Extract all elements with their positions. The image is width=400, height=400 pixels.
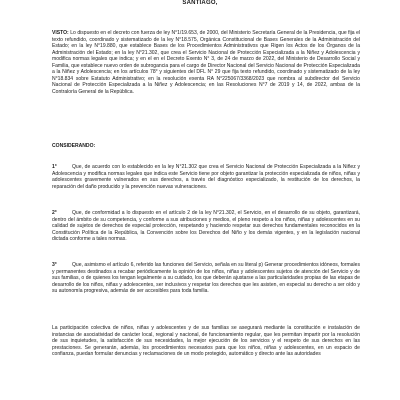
considerando-item-3 <box>52 262 360 295</box>
visto-text: Lo dispuesto en el decreto con fuerza de ley N°1/19.653, de 2000, del Ministerio Secretaría General de la Presidencia, que fija el texto refundido, coordinado y sistematizado de la ley N°18.575, Orgánica Constitucional de Bases Generales de la Administración del Estado; en la ley N°19.880, que establece Bases de los Procedimientos Administrativos que Rigen los Actos de los Órganos de la Administración del Estado; en la ley N°21.302, que crea el Servicio Nacional de Protección Especializada a la Niñez y Adolescencia y modifica normas legales que indica; y en el en el Decreto Exento N° 3, de 24 de marzo de 2022, del Ministerio de Desarrollo Social y Familia, que establece nuevo orden de subrogancia para el cargo de Director Nacional del Servicio Nacional de Protección Especializada a la Niñez y Adolescencia; en los artículos 78° y siguientes del DFL N° 29 que fija texto refundido, coordinado y sistematizado de la ley N°18.834 sobre Estatuto Administrativo; en la resolución exenta RA N°225067/3368/2023 que nombra al subdirector del Servicio Nacional de Protección Especializada a la Niñez y Adolescencia; en las Resoluciones N°7 de 2019 y 14, de 2022, ambas de la Contraloría General de la República. <box>52 30 360 95</box>
item-text: Que, asimismo el artículo 6, referido las funciones del Servicio, señala en su literal p) Generar procedimientos idóneos, formales y permanentes destinados a recabar periódicamente la opinión de los niños, niñas y adolescentes sujetos de atención del Servicio y de sus familias, o de quienes los tengan legalmente a su cuidado, los que deberán ajustarse a las particularidades propias de las etapas de desarrollo de los niños, niñas y adolescentes, ser inclusivos y respetar los derechos que les asisten, en especial su derecho a ser oído y su autonomía progresiva, además de ser accesibles para toda familia. <box>52 262 360 294</box>
city-header: SANTIAGO, <box>182 0 218 6</box>
considerando-item-2 <box>52 210 360 243</box>
item-text: Que, de acuerdo con lo establecido en la ley N°21.302 que crea el Servicio Nacional de Protección Especializada a la Niñez y Adolescencia y modifica normas legales que indica este Servicio tiene por objeto garantizar la protección especializada de niños, niñas y adolescentes gravemente vulnerados en sus derechos, a través del diagnóstico especializado, la restitución de los derechos, la reparación del daño producido y la prevención nuevas vulneraciones. <box>52 164 360 190</box>
visto-paragraph <box>52 30 360 95</box>
item-number: 1° <box>52 164 57 170</box>
item-text: Que, de conformidad a lo dispuesto en el artículo 2 de la ley N°21.302, el Servicio, en el desarrollo de su objeto, garantizará, dentro del ámbito de su competencia, y conforme a sus atribuciones y medios, el pleno respeto a los niños, niñas y adolescentes en su calidad de sujetos de derechos de especial protección, respetando y haciendo respetar sus derechos fundamentales reconocidos en la Constitución Política de la República, la Convención sobre los Derechos del Niño y los demás vigentes, y en la legislación nacional dictada conforme a tales normas. <box>52 210 360 242</box>
item-number: 2° <box>52 210 57 216</box>
considerando-item-1 <box>52 164 360 190</box>
item-number: 3° <box>52 262 57 268</box>
participacion-paragraph: La participación colectiva de niños, niñas y adolescentes y de sus familias se asegurará mediante la constitución e instalación de instancias de asociatividad de carácter local, regional y nacional, de funcionamiento regular, que les permitan impartir por la resolución de sus inquietudes, la satisfacción de sus necesidades, la mejor ejecución de los servicios y el respeto de sus derechos en las prestaciones. Se generarán, además, los procedimientos necesarios para que los niños, niñas y adolescentes, en un espacio de confianza, puedan formular denuncias y reclamaciones de un modo protegido, automático y directo ante las autoridades <box>52 325 360 357</box>
visto-label: VISTO: <box>52 30 69 36</box>
considerando-heading: CONSIDERANDO: <box>52 143 96 149</box>
